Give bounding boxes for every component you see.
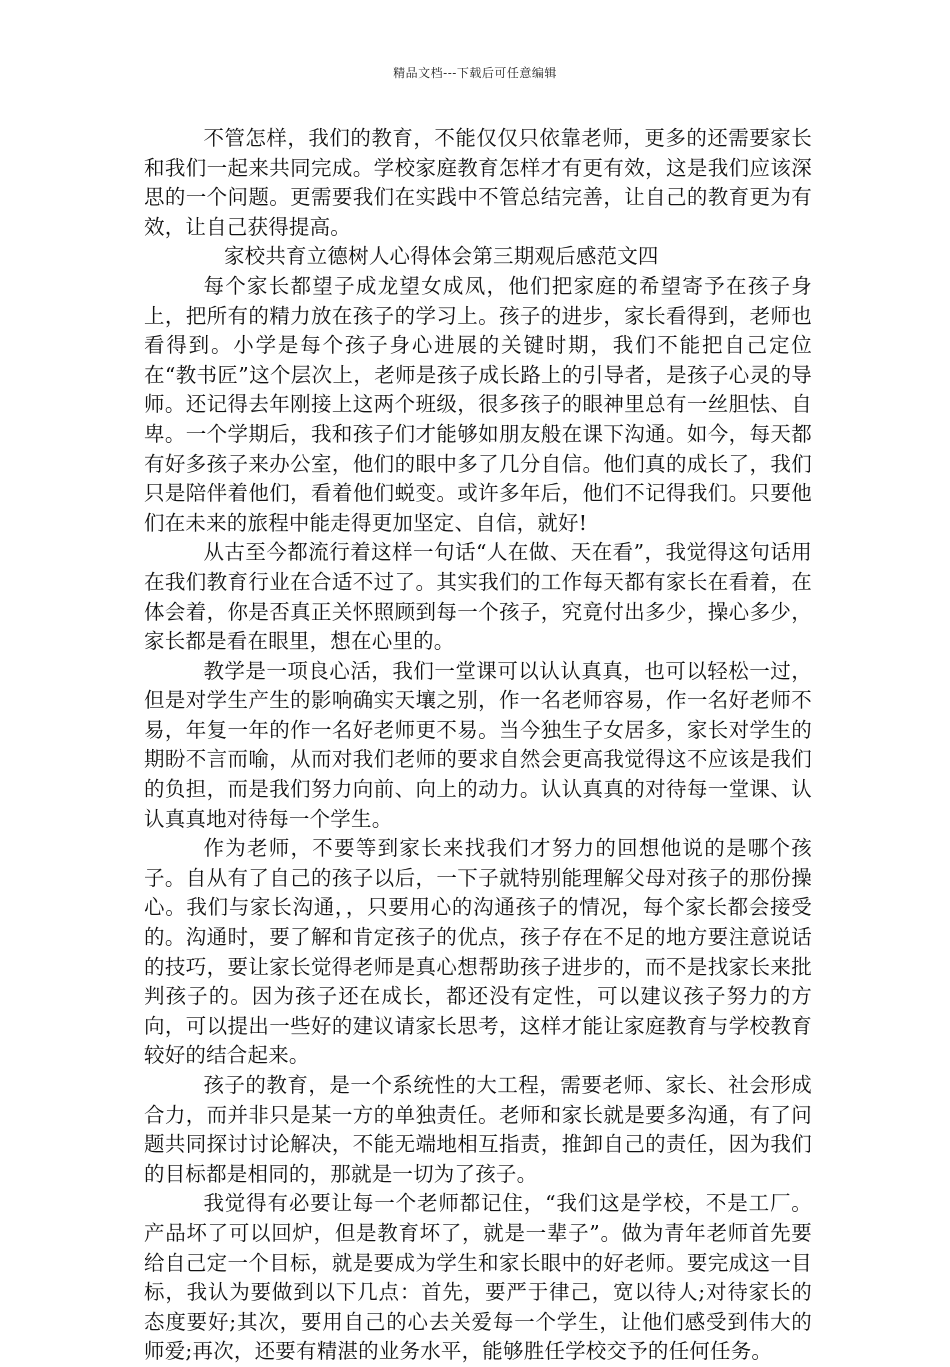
paragraph-heaven-watching: 从古至今都流行着这样一句话“人在做、天在看”，我觉得这句话用在我们教育行业在合适不过了。其实我们的工作每天都有家长在看着，在体会着，你是否真正关怀照顾到每一个孩子，究竟付出多少，操心多少，家长都是看在眼里，想在心里的。 <box>144 540 812 654</box>
paragraph-as-teacher: 作为老师，不要等到家长来找我们才努力的回想他说的是哪个孩子。自从有了自己的孩子以后，一下子就特别能理解父母对孩子的那份操心。我们与家长沟通，，只要用心的沟通孩子的情况，每个家长都会接受的。沟通时，要了解和肯定孩子的优点，孩子存在不足的地方要注意说话的技巧，要让家长觉得老师是真心想帮助孩子进步的，而不是找家长来批判孩子的。因为孩子还在成长，都还没有定性，可以建议孩子努力的方向，可以提出一些好的建议请家长思考，这样才能让家庭教育与学校教育较好的结合起来。 <box>144 836 812 1068</box>
paragraph-parents-expectations: 每个家长都望子成龙望女成凤，他们把家庭的希望寄予在孩子身上，把所有的精力放在孩子的学习上。孩子的进步，家长看得到，老师也看得到。小学是每个孩子身心进展的关键时期，我们不能把自己定位在“教书匠”这个层次上，老师是孩子成长路上的引导者，是孩子心灵的导师。还记得去年刚接上这两个班级，很多孩子的眼神里总有一丝胆怯、自卑。一个学期后，我和孩子们才能够如朋友般在课下沟通。如今，每天都有好多孩子来办公室，他们的眼中多了几分自信。他们真的成长了，我们只是陪伴着他们，看着他们蜕变。或许多年后，他们不记得我们。只要他们在未来的旅程中能走得更加坚定、自信，就好! <box>144 273 812 535</box>
paragraph-system-engineering: 孩子的教育，是一个系统性的大工程，需要老师、家长、社会形成合力，而并非只是某一方的单独责任。老师和家长就是要多沟通，有了问题共同探讨讨论解决，不能无端地相互指责，推卸自己的责任，因为我们的目标都是相同的，那就是一切为了孩子。 <box>144 1073 812 1186</box>
document-body <box>144 124 812 1367</box>
section-title: 家校共育立德树人心得体会第三期观后感范文四 <box>223 244 659 269</box>
page-header: 精品文档---下载后可任意编辑 <box>393 66 557 80</box>
paragraph-closing-intro: 不管怎样，我们的教育，不能仅仅只依靠老师，更多的还需要家长和我们一起来共同完成。学校家庭教育怎样才有更有效，这是我们应该深思的一个问题。更需要我们在实践中不管总结完善，让自己的教育更为有效，让自己获得提高。 <box>144 126 812 239</box>
paragraph-conscience-work: 教学是一项良心活，我们一堂课可以认认真真，也可以轻松一过，但是对学生产生的影响确实天壤之别，作一名老师容易，作一名好老师不易，年复一年的作一名好老师更不易。当今独生子女居多，家长对学生的期盼不言而喻，从而对我们老师的要求自然会更高我觉得这不应该是我们的负担，而是我们努力向前、向上的动力。认认真真的对待每一堂课、认认真真地对待每一个学生。 <box>144 658 812 831</box>
paragraph-remember-school: 我觉得有必要让每一个老师都记住，“我们这是学校，不是工厂。产品坏了可以回炉，但是教育坏了，就是一辈子”。做为青年老师首先要给自己定一个目标，就是要成为学生和家长眼中的好老师。要完成这一目标，我认为要做到以下几点：首先，要严于律己，宽以待人;对待家长的态度要好;其次，要用自己的心去关爱每一个学生，让他们感受到伟大的师爱;再次，还要有精湛的业务水平，能够胜任学校交予的任何任务。 <box>144 1191 812 1364</box>
